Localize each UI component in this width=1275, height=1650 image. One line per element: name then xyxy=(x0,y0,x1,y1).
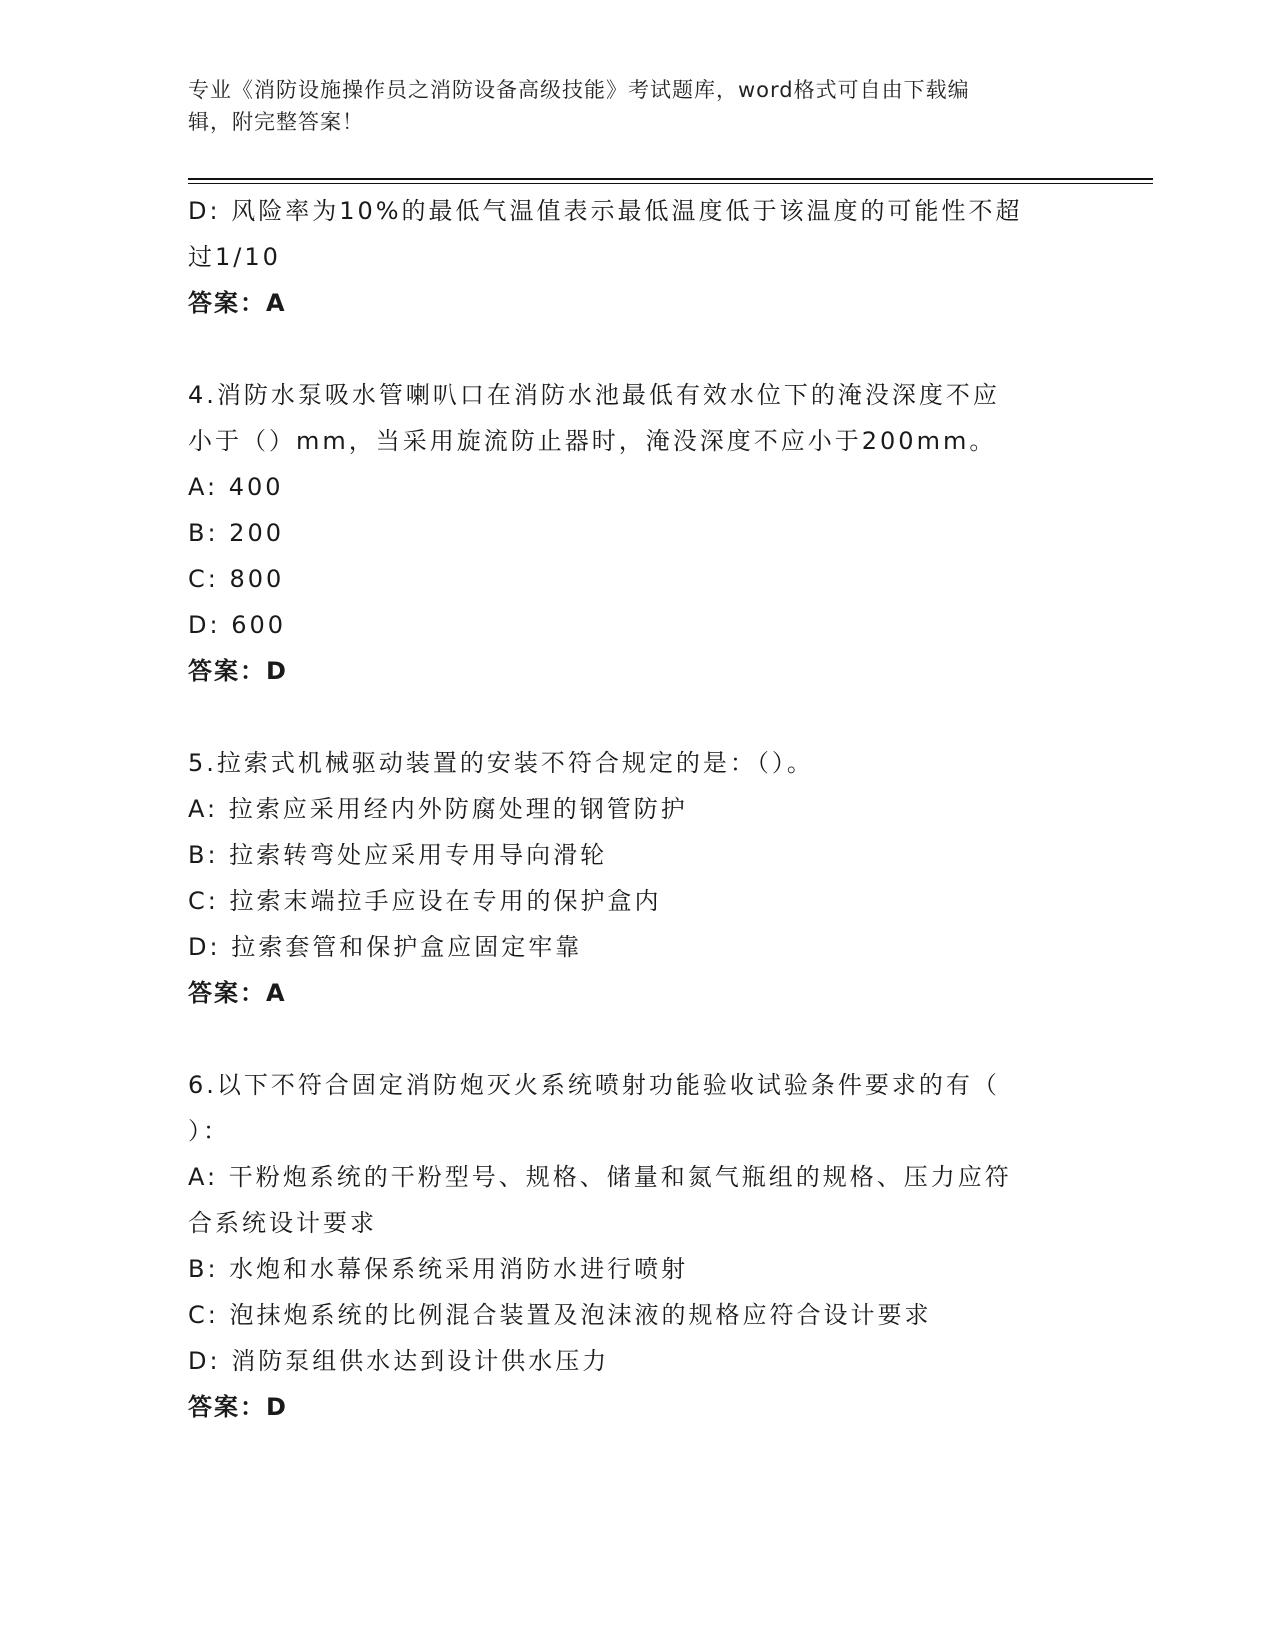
option-d: D: 消防泵组供水达到设计供水压力 xyxy=(188,1347,610,1375)
answer: 答案：D xyxy=(188,1393,288,1421)
spacer xyxy=(188,326,1088,372)
option-c: C: 拉索末端拉手应设在专用的保护盒内 xyxy=(188,887,662,915)
option-d: D: 风险率为10%的最低气温值表示最低温度低于该温度的可能性不超 xyxy=(188,197,1023,225)
question-stem-continued: ）： xyxy=(188,1117,230,1145)
answer: 答案：A xyxy=(188,289,287,317)
header-divider-thin xyxy=(188,183,1153,184)
option-c: C: 泡抹炮系统的比例混合装置及泡沫液的规格应符合设计要求 xyxy=(188,1301,932,1329)
question-stem: 6.以下不符合固定消防炮灭火系统喷射功能验收试验条件要求的有（ xyxy=(188,1071,1000,1099)
option-a-continued: 合系统设计要求 xyxy=(188,1209,377,1237)
header-divider-thick xyxy=(188,178,1153,180)
header-line-1: 专业《消防设施操作员之消防设备高级技能》考试题库，word格式可自由下载编 xyxy=(188,78,970,102)
question-stem-continued: 小于（）mm，当采用旋流防止器时，淹没深度不应小于200mm。 xyxy=(188,427,997,455)
option-a: A: 400 xyxy=(188,473,284,501)
page-header xyxy=(188,74,1068,138)
previous-question-tail xyxy=(188,188,1088,326)
option-b: B: 200 xyxy=(188,519,284,547)
option-d: D: 拉索套管和保护盒应固定牢靠 xyxy=(188,933,583,961)
answer: 答案：D xyxy=(188,657,288,685)
option-d: D: 600 xyxy=(188,611,287,639)
option-c: C: 800 xyxy=(188,565,285,593)
question-stem: 5.拉索式机械驱动装置的安装不符合规定的是：（）。 xyxy=(188,749,814,777)
option-a: A: 干粉炮系统的干粉型号、规格、储量和氮气瓶组的规格、压力应符 xyxy=(188,1163,1012,1191)
option-b: B: 拉索转弯处应采用专用导向滑轮 xyxy=(188,841,608,869)
question-4 xyxy=(188,372,1088,694)
option-b: B: 水炮和水幕保系统采用消防水进行喷射 xyxy=(188,1255,689,1283)
spacer xyxy=(188,1016,1088,1062)
question-6 xyxy=(188,1062,1088,1430)
question-stem: 4.消防水泵吸水管喇叭口在消防水池最低有效水位下的淹没深度不应 xyxy=(188,381,1000,409)
spacer xyxy=(188,694,1088,740)
question-5 xyxy=(188,740,1088,1016)
option-d-continued: 过1/10 xyxy=(188,243,281,271)
option-a: A: 拉索应采用经内外防腐处理的钢管防护 xyxy=(188,795,688,823)
answer: 答案：A xyxy=(188,979,287,1007)
header-line-2: 辑，附完整答案！ xyxy=(188,110,364,134)
question-content xyxy=(188,188,1088,1430)
